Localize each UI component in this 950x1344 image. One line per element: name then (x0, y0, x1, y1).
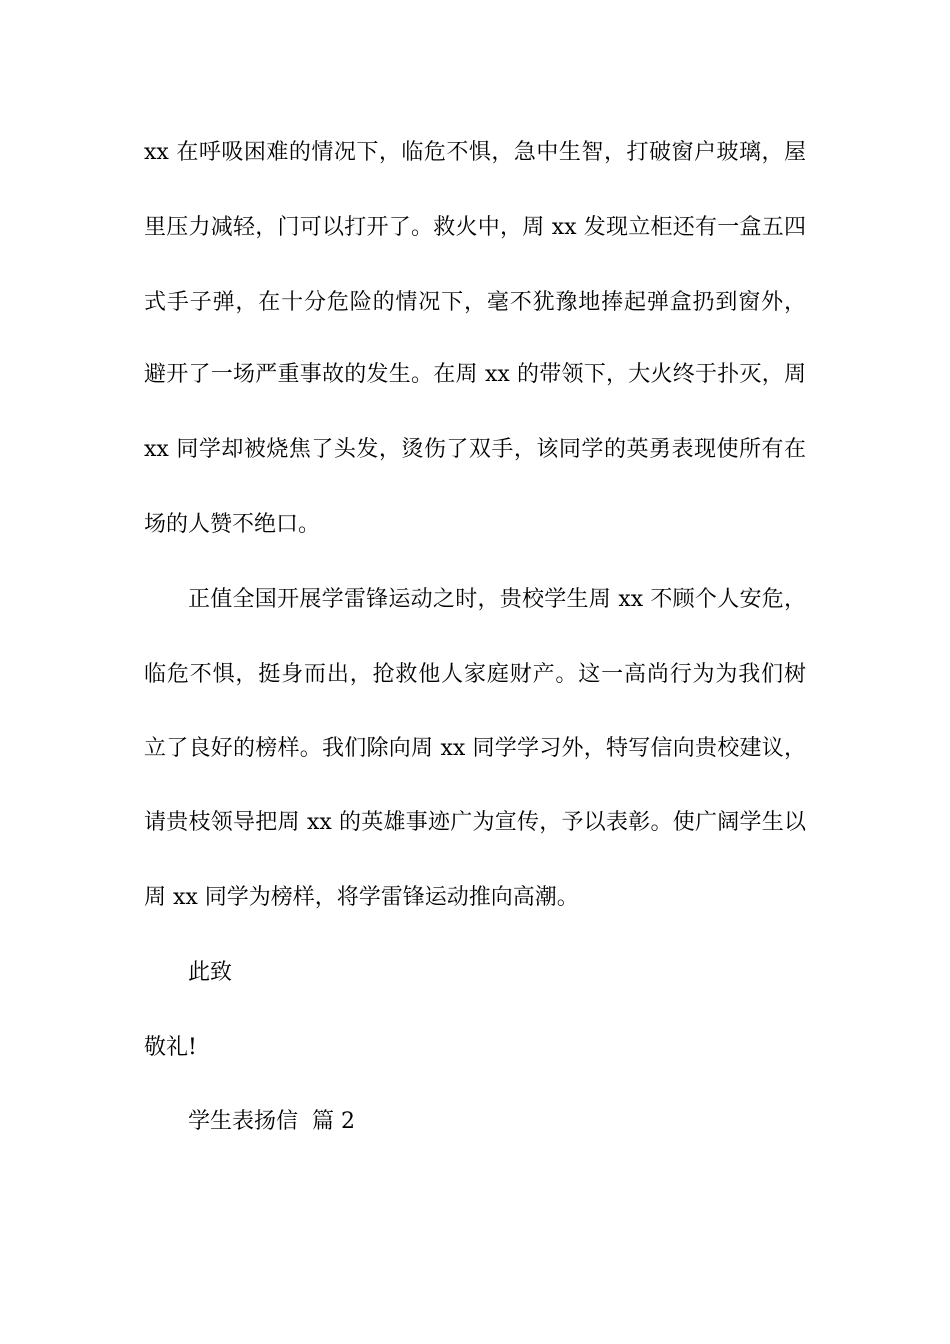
paragraph-2-line-2: 临危不惧，挺身而出，抢救他人家庭财产。这一高尚行为为我们树 (144, 662, 806, 687)
paragraph-1-line-3: 式手子弹，在十分危险的情况下，毫不犹豫地捧起弹盒扔到窗外， (144, 290, 806, 315)
paragraph-2-line-5: 周 xx 同学为榜样，将学雷锋运动推向高潮。 (144, 885, 579, 910)
paragraph-2-line-4: 请贵枝领导把周 xx 的英雄事迹广为宣传，予以表彰。使广阔学生以 (144, 810, 806, 835)
paragraph-1-line-1: xx 在呼吸困难的情况下，临危不惧，急中生智，打破窗户玻璃，屋 (144, 140, 806, 165)
paragraph-2-line-3: 立了良好的榜样。我们除向周 xx 同学学习外，特写信向贵校建议， (144, 736, 806, 761)
paragraph-1-line-4: 避开了一场严重事故的发生。在周 xx 的带领下，大火终于扑灭，周 (144, 362, 806, 387)
paragraph-1-line-6: 场的人赞不绝口。 (144, 512, 321, 537)
closing-regards: 敬礼! (144, 1035, 197, 1060)
paragraph-1-line-2: 里压力减轻，门可以打开了。救火中，周 xx 发现立柜还有一盒五四 (144, 215, 806, 240)
section-heading: 学生表扬信 篇 2 (188, 1109, 355, 1134)
paragraph-2-line-1: 正值全国开展学雷锋运动之时，贵校学生周 xx 不顾个人安危， (188, 587, 806, 612)
paragraph-1-line-5: xx 同学却被烧焦了头发，烫伤了双手，该同学的英勇表现使所有在 (144, 437, 806, 462)
closing-salutation: 此致 (188, 960, 233, 985)
